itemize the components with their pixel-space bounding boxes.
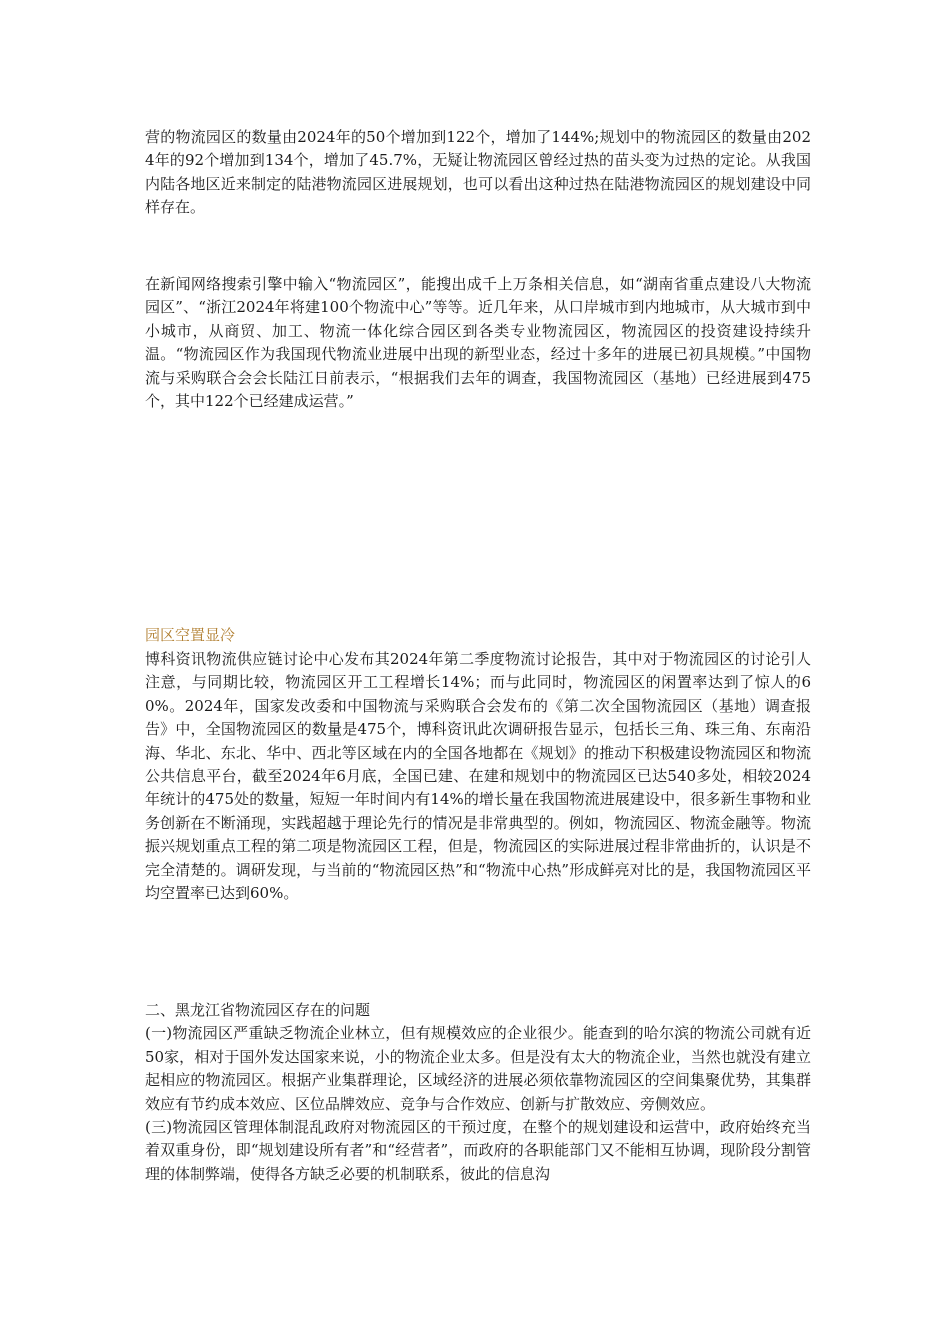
section-title: 二、黑龙江省物流园区存在的问题	[145, 1001, 371, 1019]
section-heilongjiang-problems	[145, 999, 811, 1186]
paragraph-vacancy-report: 博科资讯物流供应链讨论中心发布其2024年第二季度物流讨论报告，其中对于物流园区的讨论引人注意，与同期比较，物流园区开工工程增长14%；而与此同时，物流园区的闲置率达到了惊人的60%。2024年，国家发改委和中国物流与采购联合会发布的《第二次全国物流园区（基地）调查报告》中，全国物流园区的数量是475个，博科资讯此次调研报告显示，包括长三角、珠三角、东南沿海、华北、东北、华中、西北等区域在内的全国各地都在《规划》的推动下积极建设物流园区和物流公共信息平台，截至2024年6月底，全国已建、在建和规划中的物流园区已达540多处，相较2024年统计的475处的数量，短短一年时间内有14%的增长量在我国物流进展建设中，很多新生事物和业务创新在不断涌现，实践超越于理论先行的情况是非常典型的。例如，物流园区、物流金融等。物流振兴规划重点工程的第二项是物流园区工程，但是，物流园区的实际进展过程非常曲折的，认识是不完全清楚的。调研发现，与当前的“物流园区热”和“物流中心热”形成鲜亮对比的是，我国物流园区平均空置率已达到60%。	[145, 650, 811, 903]
paragraph-search-results: 在新闻网络搜索引擎中输入“物流园区”，能搜出成千上万条相关信息，如“湖南省重点建设八大物流园区”、“浙江2024年将建100个物流中心”等等。近几年来，从口岸城市到内地城市，从大城市到中小城市，从商贸、加工、物流一体化综合园区到各类专业物流园区，物流园区的投资建设持续升温。“物流园区作为我国现代物流业进展中出现的新型业态，经过十多年的进展已初具规模。”中国物流与采购联合会会长陆江日前表示，“根据我们去年的调查，我国物流园区（基地）已经进展到475个，其中122个已经建成运营。”	[145, 275, 811, 411]
paragraph-growth-stats: 营的物流园区的数量由2024年的50个增加到122个，增加了144%;规划中的物流园区的数量由2024年的92个增加到134个，增加了45.7%，无疑让物流园区曾经过热的苗头变为过热的定论。从我国内陆各地区近来制定的陆港物流园区进展规划，也可以看出这种过热在陆港物流园区的规划建设中同样存在。	[145, 128, 811, 217]
paragraph-problem-three: (三)物流园区管理体制混乱政府对物流园区的干预过度，在整个的规划建设和运营中，政府始终充当着双重身份，即“规划建设所有者”和“经营者”，而政府的各职能部门又不能相互协调，现阶段分割管理的体制弊端，使得各方缺乏必要的机制联系，彼此的信息沟	[145, 1118, 811, 1183]
section-heading: 园区空置显冷	[145, 626, 236, 644]
paragraph-problem-one: (一)物流园区严重缺乏物流企业林立，但有规模效应的企业很少。能查到的哈尔滨的物流公司就有近50家，相对于国外发达国家来说，小的物流企业太多。但是没有太大的物流企业，当然也就没有建立起相应的物流园区。根据产业集群理论，区域经济的进展必须依靠物流园区的空间集聚优势，其集群效应有节约成本效应、区位品牌效应、竞争与合作效应、创新与扩散效应、旁侧效应。	[145, 1024, 811, 1113]
